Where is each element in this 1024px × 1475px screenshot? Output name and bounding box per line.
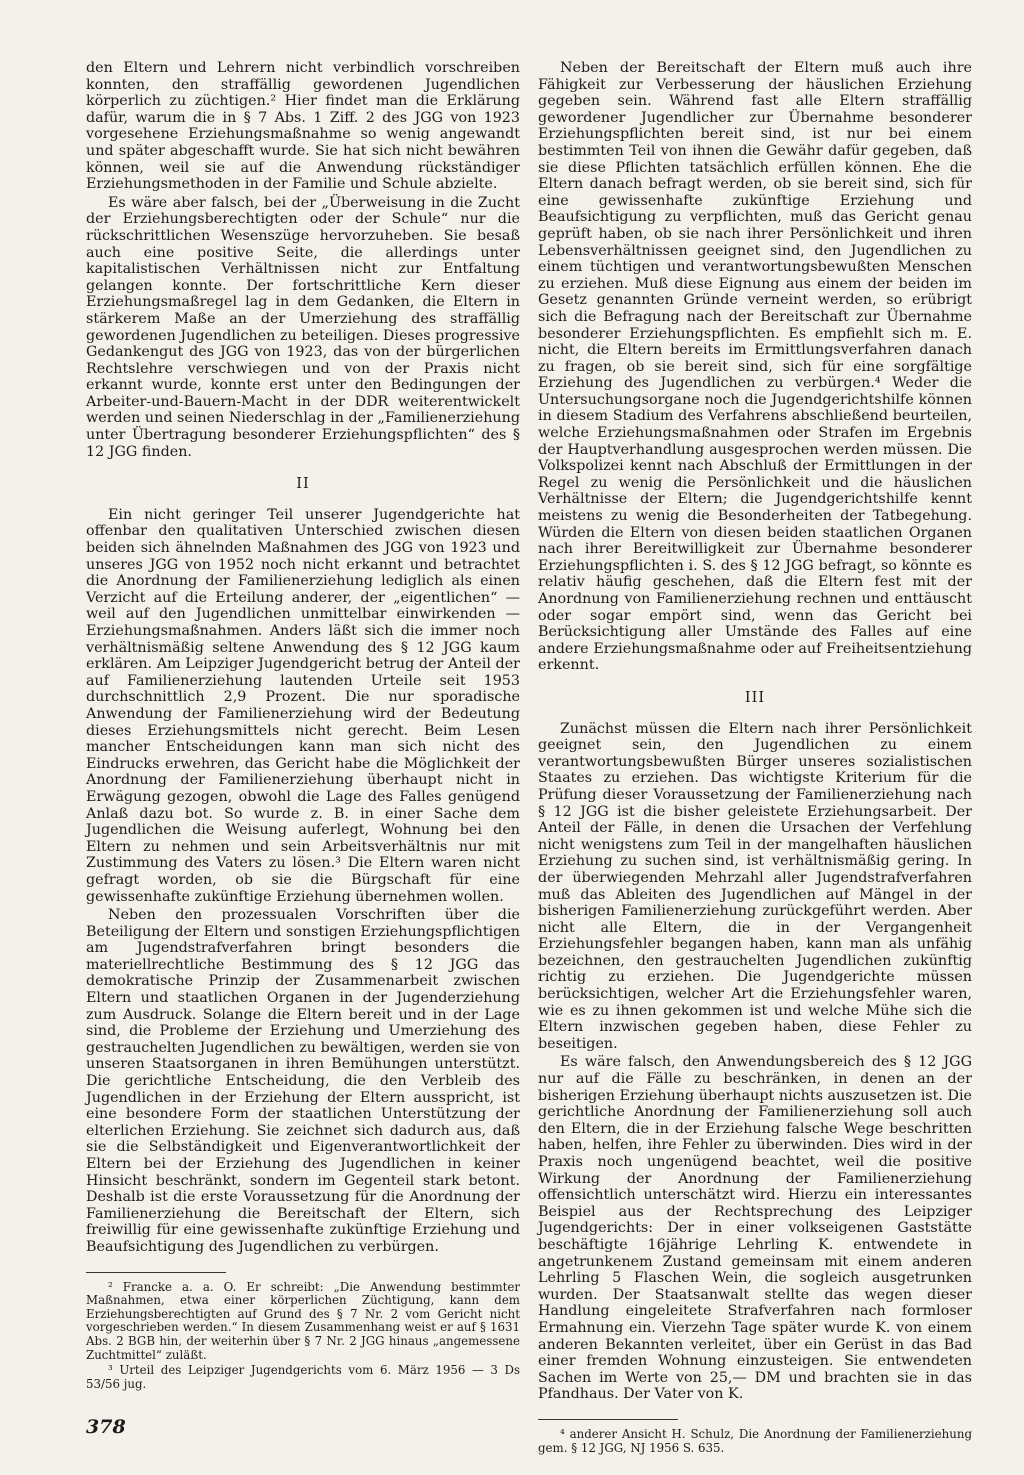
- body-paragraph: Neben den prozessualen Vorschriften über die Beteiligung der Eltern und sonstigen Erziehungspflichtigen am Jugendstrafverfahren bringt besonders die materiellrechtliche Bestimmung des § 12 JGG das demokratische Prinzip der Zusammenarbeit zwischen Eltern und staatlichen Organen in der Jugenderziehung zum Ausdruck. Solange die Eltern bereit und in der Lage sind, die Probleme der Erziehung und Umerziehung des gestrauchelten Jugendlichen zu bewältigen, werden sie von unseren Staatsorganen in ihren Bemühungen unterstützt. Die gerichtliche Entscheidung, die den Verbleib des Jugendlichen in der Erziehung der Eltern ausspricht, ist eine besondere Form der staatlichen Unterstützung der elterlichen Erziehung. Sie zeichnet sich dadurch aus, daß sie die Selbständigkeit und Eigenverantwortlichkeit der Eltern bei der Erziehung des Jugendlichen in keiner Hinsicht beschränkt, sondern im Gegenteil stark betont. Deshalb ist die erste Voraussetzung für die Anordnung der Familienerziehung die Bereitschaft der Eltern, sich freiwillig für eine gewissenhafte zukünftige Erziehung und Beaufsichtigung des Jugendlichen zu verbürgen.: [86, 907, 520, 1255]
- body-paragraph: Ein nicht geringer Teil unserer Jugendgerichte hat offenbar den qualitativen Unterschied zwischen diesen beiden sich ähnelnden Maßnahmen des JGG von 1923 und unseres JGG von 1952 noch nicht erkannt und betrachtet die Anordnung der Familienerziehung lediglich als einen Verzicht auf die Erteilung anderer, der „eigentlichen“ — weil auf den Jugendlichen unmittelbar einwirkenden — Erziehungsmaßnahmen. Anders läßt sich die immer noch verhältnismäßig seltene Anwendung des § 12 JGG kaum erklären. Am Leipziger Jugendgericht betrug der Anteil der auf Familienerziehung lautenden Urteile seit 1953 durchschnittlich 2,9 Prozent. Die nur sporadische Anwendung der Familienerziehung wird der Bedeutung dieses Erziehungsmittels nicht gerecht. Beim Lesen mancher Entscheidungen kann man sich nicht des Eindrucks erwehren, das Gericht habe die Möglichkeit der Anordnung der Familienerziehung überhaupt nicht in Erwägung gezogen, obwohl die Lage des Falles genügend Anlaß dazu bot. So wurde z. B. in einer Sache dem Jugendlichen die Weisung auferlegt, Wohnung bei den Eltern zu nehmen und sein Arbeitsverhältnis nur mit Zustimmung des Vaters zu lösen.³ Die Eltern waren nicht gefragt worden, ob sie die Bürgschaft für eine gewissenhafte zukünftige Erziehung übernehmen wollen.: [86, 506, 520, 905]
- footnote-divider: [538, 1419, 678, 1420]
- left-column: [86, 60, 520, 1391]
- body-paragraph: Neben der Bereitschaft der Eltern muß auch ihre Fähigkeit zur Verbesserung der häuslichen Erziehung gegeben sein. Während fast alle Eltern straffällig gewordener Jugendlicher zur Übernahme besonderer Erziehungspflichten bereit sind, ist nur bei einem bestimmten Teil von ihnen die Gewähr dafür gegeben, daß sie diese Pflichten tatsächlich erfüllen können. Ehe die Eltern danach befragt werden, ob sie bereit sind, sich für eine gewissenhafte zukünftige Erziehung und Beaufsichtigung zu verpflichten, muß das Gericht genau geprüft haben, ob sie nach ihrer Persönlichkeit und ihren Lebensverhältnissen geeignet sind, den Jugendlichen zu einem tüchtigen und verantwortungsbewußten Menschen zu erziehen. Muß diese Eignung aus einem der beiden im Gesetz genannten Gründe verneint werden, so erübrigt sich die Befragung nach der Bereitschaft zur Übernahme besonderer Erziehungspflichten. Es empfiehlt sich m. E. nicht, die Eltern bereits im Ermittlungsverfahren danach zu fragen, ob sie bereit sind, sich für eine sorgfältige Erziehung des Jugendlichen zu verbürgen.⁴ Weder die Untersuchungsorgane noch die Jugendgerichtshilfe können in diesem Stadium des Verfahrens abschließend beurteilen, welche Erziehungsmaßnahmen oder Strafen im Ergebnis der Hauptverhandlung ausgesprochen werden müssen. Die Volkspolizei kennt nach Abschluß der Ermittlungen in der Regel zu wenig die Persönlichkeit und die häuslichen Verhältnisse der Eltern; die Jugendgerichtshilfe kennt meistens zu wenig die Besonderheiten der Tatbegehung. Würden die Eltern von diesen beiden staatlichen Organen nach ihrer Bereitwilligkeit zur Übernahme besonderer Erziehungspflichten i. S. des § 12 JGG befragt, so könnte es relativ häufig geschehen, daß die Eltern fest mit der Anordnung von Familienerziehung rechnen und enttäuscht oder sogar empört sind, wenn das Gericht bei Berücksichtigung aller Umstände des Falles auf eine andere Erziehungsmaßnahme oder auf Freiheitsentziehung erkennt.: [538, 60, 972, 674]
- body-paragraph: Zunächst müssen die Eltern nach ihrer Persönlichkeit geeignet sein, den Jugendlichen zu einem verantwortungsbewußten Bürger unseres sozialistischen Staates zu erziehen. Das wichtigste Kriterium für die Prüfung dieser Voraussetzung der Familienerziehung nach § 12 JGG ist die bisher geleistete Erziehungsarbeit. Der Anteil der Fälle, in denen die Ursachen der Verfehlung nicht wenigstens zum Teil in der mangelhaften häuslichen Erziehung zu suchen sind, ist verhältnismäßig gering. In der überwiegenden Mehrzahl aller Jugendstrafverfahren muß das Ableiten des Jugendlichen auf Mängel in der bisherigen Familienerziehung zurückgeführt werden. Aber nicht alle Eltern, die in der Vergangenheit Erziehungsfehler begangen haben, kann man als unfähig bezeichnen, den gestrauchelten Jugendlichen zukünftig richtig zu erziehen. Die Jugendgerichte müssen berücksichtigen, welcher Art die Erziehungsfehler waren, wie es zu ihnen gekommen ist und welche Mühe sich die Eltern inzwischen gegeben haben, diese Fehler zu beseitigen.: [538, 720, 972, 1052]
- section-heading: II: [296, 476, 310, 493]
- page-number: 378: [86, 1416, 126, 1438]
- footnote: ⁴ anderer Ansicht H. Schulz, Die Anordnung der Familienerziehung gem. § 12 JGG, NJ 1956 S. 635.: [538, 1426, 972, 1455]
- footnote-divider: [86, 1272, 226, 1273]
- body-paragraph: Es wäre aber falsch, bei der „Überweisung in die Zucht der Erziehungsberechtigten oder der Schule“ nur die rückschrittlichen Wesenszüge hervorzuheben. Sie besaß auch eine positive Seite, die allerdings unter kapitalistischen Verhältnissen nicht zur Entfaltung gelangen konnte. Der fortschrittliche Kern dieser Erziehungsmaßregel lag in dem Gedanken, die Eltern in stärkerem Maße an der Umerziehung des straffällig gewordenen Jugendlichen zu beteiligen. Dieses progressive Gedankengut des JGG von 1923, das von der bürgerlichen Rechtslehre verschwiegen und von der Praxis nicht erkannt wurde, konnte erst unter den Bedingungen der Arbeiter-und-Bauern-Macht in der DDR weiterentwickelt werden und seinen Niederschlag in der „Familienerziehung unter Übertragung besonderer Erziehungspflichten“ des § 12 JGG finden.: [86, 194, 520, 460]
- footnote: ² Francke a. a. O. Er schreibt: „Die Anwendung bestimmter Maßnahmen, etwa einer körperlichen Züchtigung, kann dem Erziehungsberechtigten auf Grund des § 7 Nr. 2 vom Gericht nicht vorgeschrieben werden.“ In diesem Zusammenhang weist er auf § 1631 Abs. 2 BGB hin, der weiterhin über § 7 Nr. 2 JGG hinaus „angemessene Zuchtmittel“ zuläßt.: [86, 1279, 520, 1362]
- body-paragraph: Es wäre falsch, den Anwendungsbereich des § 12 JGG nur auf die Fälle zu beschränken, in denen an der bisherigen Erziehung überhaupt nichts auszusetzen ist. Die gerichtliche Anordnung der Familienerziehung soll auch den Eltern, die in der Erziehung falsche Wege beschritten haben, helfen, ihre Fehler zu überwinden. Dies wird in der Praxis noch ungenügend beachtet, weil die positive Wirkung der Anordnung der Familienerziehung offensichtlich unterschätzt wird. Hierzu ein interessantes Beispiel aus der Rechtsprechung des Leipziger Jugendgerichts: Der in einer volkseigenen Gaststätte beschäftigte 16jährige Lehrling K. entwendete in angetrunkenem Zustand gemeinsam mit einem anderen Lehrling 5 Flaschen Wein, die sogleich ausgetrunken wurden. Der Staatsanwalt stellte das wegen dieser Handlung eingeleitete Strafverfahren nach formloser Ermahnung ein. Vierzehn Tage später wurde K. von einem anderen Bekannten verleitet, über ein Gerüst in das Bad einer fremden Wohnung einzusteigen. Sie entwendeten Sachen im Werte von 25,— DM und brachten sie in das Pfandhaus. Der Vater von K.: [538, 1054, 972, 1403]
- section-heading: III: [744, 689, 766, 706]
- footnote: ³ Urteil des Leipziger Jugendgerichts vom 6. März 1956 — 3 Ds 53/56 jug.: [86, 1363, 520, 1391]
- body-paragraph: den Eltern und Lehrern nicht verbindlich vorschreiben konnten, den straffällig gewordenen Jugendlichen körperlich zu züchtigen.² Hier findet man die Erklärung dafür, warum die in § 7 Abs. 1 Ziff. 2 des JGG von 1923 vorgesehene Erziehungsmaßnahme so wenig angewandt und später abgeschafft wurde. Sie hat sich nicht bewähren können, weil sie auf die Anwendung rückständiger Erziehungsmethoden in der Familie und Schule abzielte.: [86, 60, 520, 193]
- right-column: [538, 60, 972, 1455]
